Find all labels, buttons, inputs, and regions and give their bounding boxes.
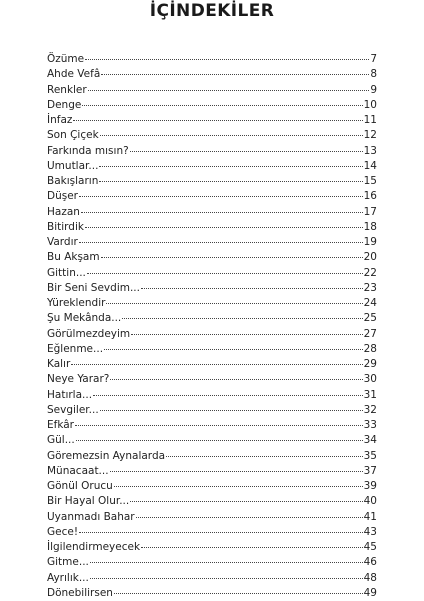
toc-entry: [47, 144, 377, 159]
dot-leader: [104, 348, 363, 350]
dot-leader: [130, 150, 363, 152]
toc-entry: [47, 449, 377, 464]
dot-leader: [73, 119, 362, 121]
toc-entry: [47, 525, 377, 540]
toc-entry-page-number: 20: [363, 251, 377, 264]
toc-entry: [47, 220, 377, 235]
toc-entry-title: Gittin...: [47, 266, 86, 279]
dot-leader: [106, 302, 362, 304]
toc-entry-page-number: 25: [363, 312, 377, 325]
toc-entry-page-number: 33: [363, 419, 377, 431]
toc-entry-page-number: 19: [363, 236, 377, 248]
dot-leader: [100, 409, 363, 411]
toc-entry-page-number: 13: [363, 144, 377, 157]
toc-entry: [47, 403, 377, 418]
toc-entry: [47, 540, 377, 555]
toc-entry-page-number: 32: [363, 403, 377, 416]
toc-entry: [47, 205, 377, 220]
toc-entry: [47, 67, 377, 82]
dot-leader: [75, 424, 363, 426]
toc-entry: [47, 464, 377, 479]
toc-entry-page-number: 24: [363, 297, 377, 309]
toc-list: [47, 52, 377, 601]
dot-leader: [88, 89, 370, 91]
toc-entry-title: Bitirdik: [47, 220, 84, 233]
dot-leader: [82, 104, 362, 106]
dot-leader: [90, 561, 363, 563]
toc-entry-page-number: 22: [363, 266, 377, 279]
toc-entry-page-number: 46: [363, 556, 377, 569]
toc-entry: [47, 159, 377, 174]
toc-entry: [47, 418, 377, 433]
toc-entry-title: Eğlenme...: [47, 342, 104, 355]
toc-entry-page-number: 28: [363, 342, 377, 355]
toc-entry-page-number: 39: [363, 480, 377, 492]
toc-entry-title: Bir Seni Sevdim...: [47, 281, 140, 294]
toc-entry-page-number: 45: [363, 541, 377, 553]
dot-leader: [93, 394, 363, 396]
dot-leader: [85, 226, 363, 228]
toc-entry-title: Özüme: [47, 53, 85, 65]
toc-entry-page-number: 31: [363, 388, 377, 401]
toc-entry-page-number: 48: [363, 571, 377, 584]
toc-entry: [47, 586, 377, 601]
toc-entry-page-number: 37: [363, 464, 377, 477]
dot-leader: [81, 211, 363, 213]
dot-leader: [101, 256, 363, 258]
toc-entry-title: Vardır: [47, 236, 78, 248]
toc-entry-page-number: 34: [363, 434, 377, 447]
toc-entry-title: Bu Akşam: [47, 251, 100, 264]
toc-entry: [47, 433, 377, 448]
dot-leader: [141, 546, 363, 548]
toc-entry-title: Renkler: [47, 83, 87, 96]
toc-entry-title: Uyanmadı Bahar: [47, 510, 135, 523]
toc-entry: [47, 342, 377, 357]
toc-entry-page-number: 30: [363, 373, 377, 386]
toc-entry: [47, 281, 377, 296]
toc-entry-page-number: 17: [363, 205, 377, 218]
toc-entry: [47, 296, 377, 311]
toc-entry: [47, 113, 377, 128]
toc-entry-title: Düşer: [47, 190, 78, 203]
toc-entry-page-number: 43: [363, 525, 377, 538]
toc-entry: [47, 571, 377, 586]
toc-entry: [47, 266, 377, 281]
toc-entry: [47, 52, 377, 67]
dot-leader: [131, 333, 362, 335]
toc-entry-title: Kalır: [47, 358, 71, 370]
toc-entry-title: Bakışların: [47, 175, 99, 187]
toc-entry-title: Gönül Orucu: [47, 480, 113, 492]
toc-entry-title: Şu Mekânda...: [47, 312, 122, 325]
toc-entry-title: Denge: [47, 98, 82, 111]
toc-entry-title: İlgilendirmeyecek: [47, 541, 141, 553]
toc-entry: [47, 372, 377, 387]
dot-leader: [79, 241, 363, 243]
toc-entry-page-number: 40: [363, 495, 377, 508]
toc-entry: [47, 235, 377, 250]
toc-entry-page-number: 35: [363, 449, 377, 462]
toc-entry-title: Gül...: [47, 434, 75, 447]
toc-entry: [47, 357, 377, 372]
dot-leader: [122, 317, 362, 319]
toc-entry-title: Ahde Vefâ: [47, 68, 101, 81]
dot-leader: [101, 73, 369, 75]
dot-leader: [100, 134, 363, 136]
toc-entry-title: Son Çiçek: [47, 129, 99, 142]
toc-entry: [47, 388, 377, 403]
dot-leader: [79, 195, 363, 197]
dot-leader: [90, 577, 363, 579]
dot-leader: [79, 531, 363, 533]
toc-entry-page-number: 7: [370, 53, 377, 65]
toc-entry: [47, 555, 377, 570]
toc-entry-page-number: 8: [370, 68, 377, 81]
toc-entry-title: Dönebilirsen: [47, 586, 113, 599]
toc-entry: [47, 510, 377, 525]
toc-entry-title: Ayrılık...: [47, 571, 89, 584]
toc-entry-title: İnfaz: [47, 114, 73, 126]
toc-entry-page-number: 12: [363, 129, 377, 142]
toc-entry-title: Bir Hayal Olur...: [47, 495, 130, 508]
dot-leader: [76, 439, 363, 441]
toc-entry: [47, 250, 377, 265]
toc-entry-page-number: 10: [363, 98, 377, 111]
toc-entry-title: Gece!: [47, 525, 79, 538]
dot-leader: [99, 165, 362, 167]
dot-leader: [85, 58, 369, 60]
toc-title: İÇİNDEKİLER: [149, 1, 275, 21]
toc-entry-page-number: 9: [370, 83, 377, 96]
toc-entry: [47, 189, 377, 204]
toc-entry-title: Hatırla...: [47, 388, 93, 401]
dot-leader: [71, 363, 362, 365]
toc-entry-page-number: 18: [363, 220, 377, 233]
toc-entry-page-number: 29: [363, 358, 377, 370]
dot-leader: [141, 287, 363, 289]
dot-leader: [114, 485, 363, 487]
toc-entry-title: Münacaat...: [47, 464, 109, 477]
toc-entry-page-number: 49: [363, 586, 377, 599]
dot-leader: [99, 180, 362, 182]
toc-entry-title: Görülmezdeyim: [47, 327, 131, 340]
dot-leader: [136, 516, 363, 518]
toc-entry: [47, 174, 377, 189]
toc-entry-title: Farkında mısın?: [47, 144, 129, 157]
dot-leader: [166, 455, 363, 457]
toc-entry-title: Efkâr: [47, 419, 74, 431]
toc-entry-page-number: 11: [363, 114, 377, 126]
toc-entry-title: Hazan: [47, 205, 80, 218]
toc-entry: [47, 311, 377, 326]
toc-entry-page-number: 23: [363, 281, 377, 294]
toc-entry-page-number: 16: [363, 190, 377, 203]
toc-entry-title: Sevgiler...: [47, 403, 99, 416]
toc-entry-title: Göremezsin Aynalarda: [47, 449, 166, 462]
toc-entry-page-number: 41: [363, 510, 377, 523]
toc-entry: [47, 83, 377, 98]
dot-leader: [130, 500, 362, 502]
toc-entry: [47, 479, 377, 494]
dot-leader: [87, 272, 363, 274]
toc-entry: [47, 494, 377, 509]
toc-entry-title: Gitme...: [47, 556, 89, 569]
toc-entry-page-number: 27: [363, 327, 377, 340]
toc-entry-title: Yüreklendir: [47, 297, 106, 309]
dot-leader: [110, 470, 363, 472]
toc-entry-title: Umutlar...: [47, 159, 99, 172]
toc-entry-page-number: 15: [363, 175, 377, 187]
toc-entry: [47, 98, 377, 113]
toc-entry-page-number: 14: [363, 159, 377, 172]
toc-entry: [47, 327, 377, 342]
dot-leader: [114, 592, 363, 594]
dot-leader: [110, 378, 362, 380]
toc-entry-title: Neye Yarar?: [47, 373, 110, 386]
toc-entry: [47, 128, 377, 143]
